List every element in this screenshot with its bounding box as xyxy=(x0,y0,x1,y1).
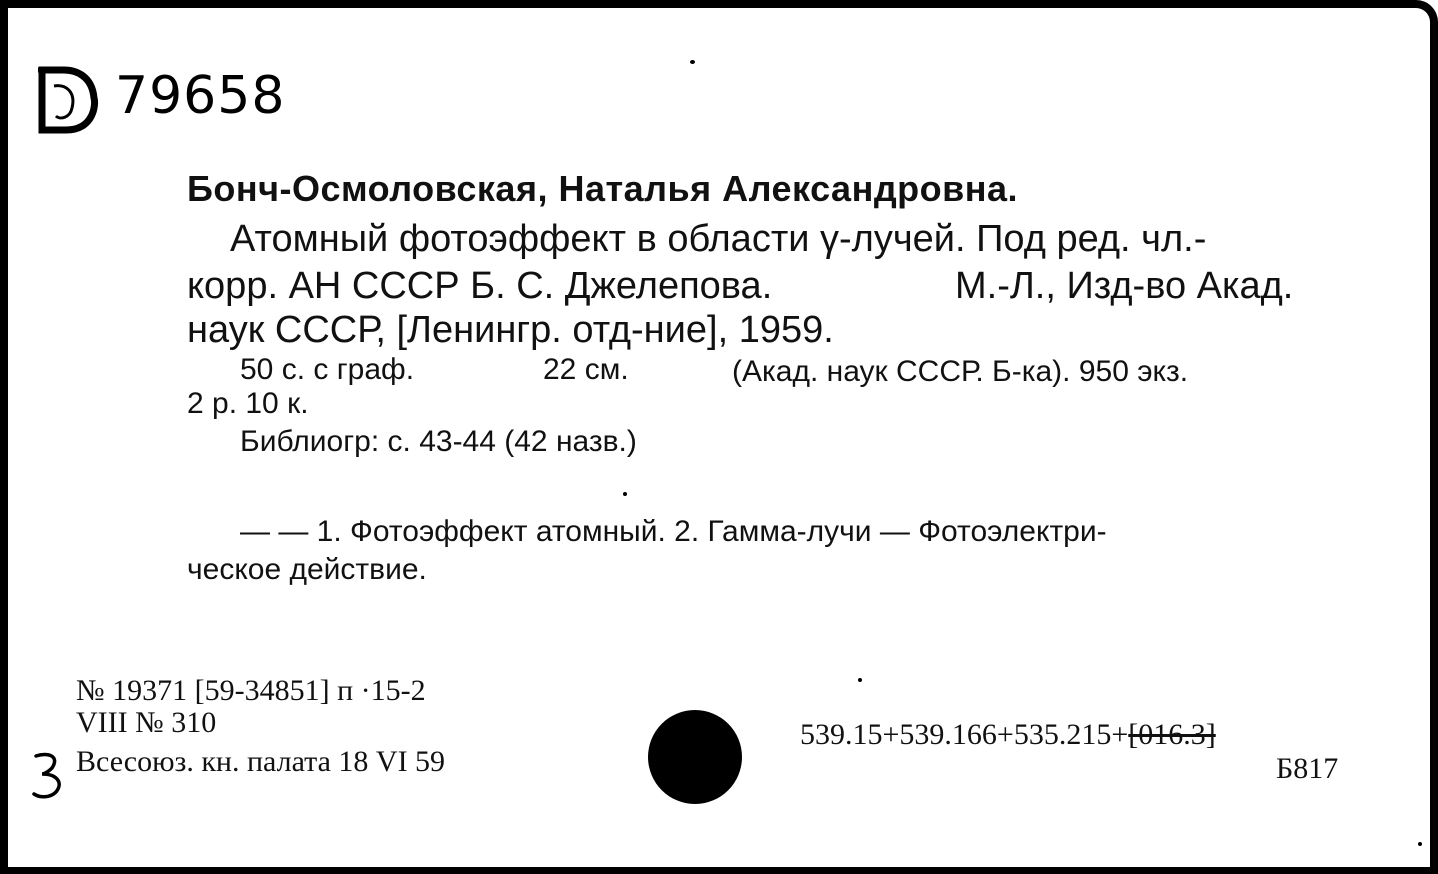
subjects-line-1: — — 1. Фотоэффект атомный. 2. Гамма-лучи — Фотоэлектри- xyxy=(240,515,1107,548)
speck xyxy=(858,678,862,682)
title-line-2: корр. АН СССР Б. С. Джелепова. xyxy=(187,265,773,307)
collation-size: 22 см. xyxy=(543,353,629,386)
price: 2 р. 10 к. xyxy=(187,387,309,420)
library-stamp-icon xyxy=(36,64,102,136)
card-number: 79658 xyxy=(115,66,286,126)
udc-struck: [016.3] xyxy=(1128,718,1216,751)
collation-pages: 50 с. с граф. xyxy=(240,353,415,386)
handwritten-mark xyxy=(30,750,66,800)
speck xyxy=(623,492,627,496)
speck xyxy=(1418,842,1422,846)
punch-hole xyxy=(648,710,742,804)
subjects-line-2: ческое действие. xyxy=(187,553,427,586)
registry-line-3: Всесоюз. кн. палата 18 VI 59 xyxy=(76,745,446,778)
title-line-1: Атомный фотоэффект в области γ-лучей. Под ред. чл.- xyxy=(230,218,1207,260)
imprint-place: М.-Л., Изд-во Акад. xyxy=(955,265,1294,307)
bibliography-note: Библиогр: с. 43-44 (42 назв.) xyxy=(240,425,637,458)
registry-line-2: VIII № 310 xyxy=(76,706,217,739)
speck xyxy=(690,60,695,64)
author-heading: Бонч-Осмоловская, Наталья Александровна. xyxy=(187,168,1019,209)
shelf-code: Б817 xyxy=(1276,752,1339,785)
title-line-3: наук СССР, [Ленингр. отд-ние], 1959. xyxy=(187,309,834,351)
udc-code xyxy=(800,718,1216,752)
udc-main: 539.15+539.166+535.215+ xyxy=(800,718,1129,751)
series-and-run: (Акад. наук СССР. Б-ка). 950 экз. xyxy=(732,355,1189,388)
registry-line-1: № 19371 [59-34851] п ·15-2 xyxy=(76,674,426,707)
